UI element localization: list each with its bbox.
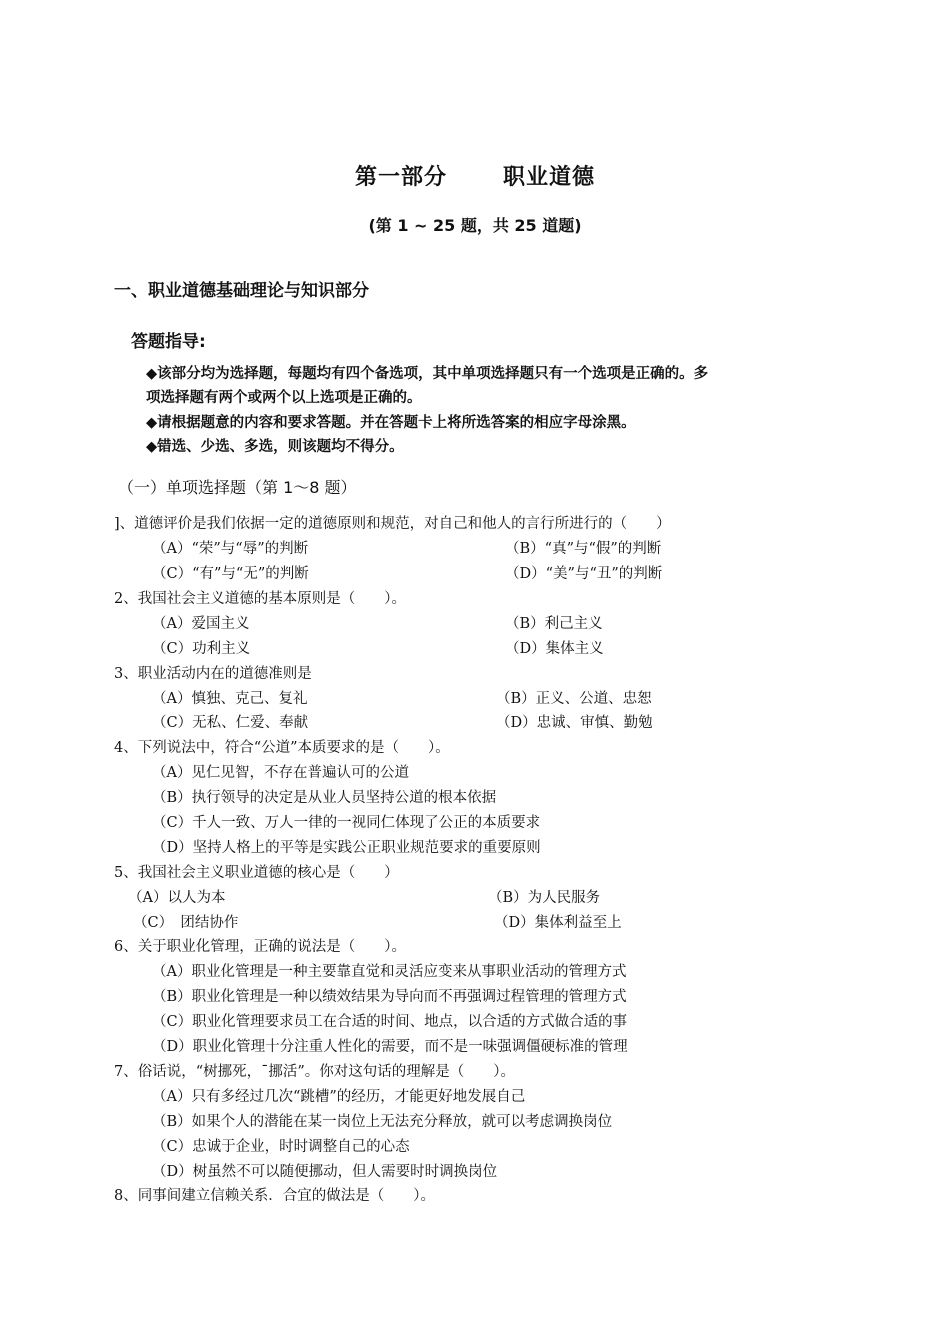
question-stem: 8、同事间建立信赖关系．合宜的做法是（ ）。: [114, 1188, 435, 1204]
option-a: （A）慎独、克己、复礼: [152, 691, 308, 707]
option-d: （D）忠诚、审慎、勤勉: [496, 715, 653, 731]
option-c: （C）“有”与“无”的判断: [152, 566, 309, 582]
question-stem: 7、俗话说，“树挪死，ˉ挪活”。你对这句话的理解是（ ）。: [114, 1064, 516, 1080]
guide-line: ◆请根据题意的内容和要求答题。并在答题卡上将所选答案的相应字母涂黑。: [146, 415, 636, 431]
option-a: （A）“荣”与“辱”的判断: [152, 541, 309, 557]
part-label: 第一部分: [354, 165, 447, 190]
question-stem: ]、道德评价是我们依据一定的道德原则和规范，对自己和他人的言行所进行的（ ）: [114, 516, 671, 532]
option-c: （C）功利主义: [152, 641, 251, 657]
option-c: （C）千人一致、万人一律的一视同仁体现了公正的本质要求: [152, 815, 541, 831]
question-stem: 3、职业活动内在的道德准则是: [114, 666, 312, 682]
guide-line: ◆错选、少选、多选，则该题均不得分。: [146, 439, 404, 455]
option-b: （B）利己主义: [505, 616, 603, 632]
question-stem: 2、我国社会主义道德的基本原则是（ ）。: [114, 591, 406, 607]
option-a: （A）职业化管理是一种主要靠直觉和灵活应变来从事职业活动的管理方式: [152, 964, 627, 980]
option-a: （A）见仁见智，不存在普遍认可的公道: [152, 765, 409, 781]
guide-heading: 答题指导:: [131, 332, 206, 352]
option-d: （D）职业化管理十分注重人性化的需要，而不是一味强调僵硬标准的管理: [152, 1039, 628, 1055]
option-c: （C）无私、仁爱、奉献: [152, 715, 309, 731]
option-b: （B）“真”与“假”的判断: [505, 541, 662, 557]
guide-line: ◆该部分均为选择题，每题均有四个备选项，其中单项选择题只有一个选项是正确的。多: [146, 366, 709, 382]
option-c: （C） 团结协作: [133, 915, 239, 931]
guide-line: 项选择题有两个或两个以上选项是正确的。: [146, 390, 422, 406]
question-stem: 5、我国社会主义职业道德的核心是（ ）: [114, 865, 399, 881]
option-a: （A）以人为本: [128, 890, 226, 906]
question-range: (第 1 ~ 25 题，共 25 道题): [368, 216, 582, 235]
part-title: 职业道德: [503, 165, 596, 190]
option-b: （B）执行领导的决定是从业人员坚持公道的根本依据: [152, 790, 497, 806]
single-choice-heading: （一）单项选择题（第 1～8 题）: [118, 478, 357, 497]
option-a: （A）只有多经过几次“跳槽”的经历，才能更好地发展自己: [152, 1089, 526, 1105]
option-b: （B）正义、公道、忠恕: [496, 691, 652, 707]
option-a: （A）爱国主义: [152, 616, 250, 632]
option-b: （B）为人民服务: [488, 890, 601, 906]
option-d: （D）集体利益至上: [494, 915, 622, 931]
option-c: （C）职业化管理要求员工在合适的时间、地点，以合适的方式做合适的事: [152, 1014, 628, 1030]
section-heading: 一、职业道德基础理论与知识部分: [114, 281, 369, 301]
option-d: （D）“美”与“丑”的判断: [505, 566, 663, 582]
page-title: [0, 160, 950, 191]
option-d: （D）集体主义: [505, 641, 604, 657]
option-b: （B）如果个人的潜能在某一岗位上无法充分释放，就可以考虑调换岗位: [152, 1114, 613, 1130]
question-stem: 4、下列说法中，符合“公道”本质要求的是（ ）。: [114, 740, 450, 756]
option-b: （B）职业化管理是一种以绩效结果为导向而不再强调过程管理的管理方式: [152, 989, 627, 1005]
question-stem: 6、关于职业化管理，正确的说法是（ ）。: [114, 939, 406, 955]
option-d: （D）坚持人格上的平等是实践公正职业规范要求的重要原则: [152, 840, 541, 856]
option-c: （C）忠诚于企业，时时调整自己的心态: [152, 1139, 410, 1155]
option-d: （D）树虽然不可以随便挪动，但人需要时时调换岗位: [152, 1164, 498, 1180]
